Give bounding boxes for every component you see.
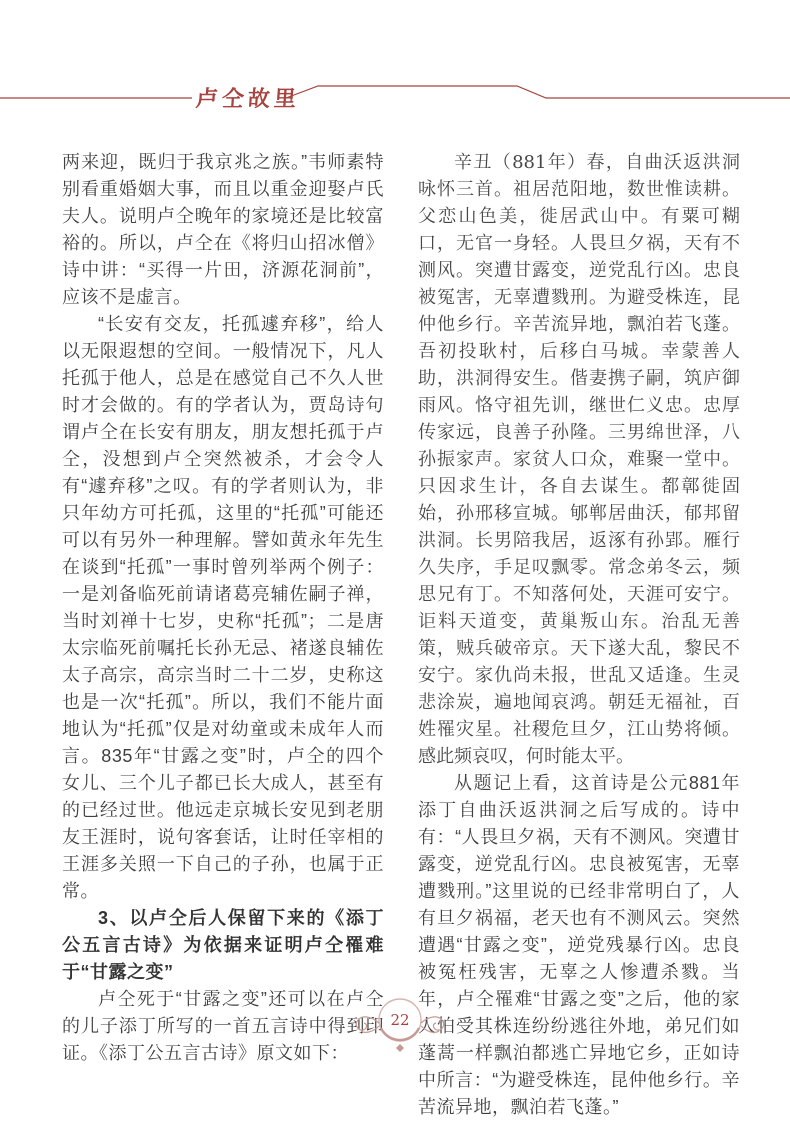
header-rule-line xyxy=(0,75,790,125)
paragraph: “长安有交友，托孤遽弃移”，给人以无限遐想的空间。一般情况下，凡人托孤于他人，总是在感觉自己不久人世时才会做的。有的学者认为，贾岛诗句谓卢仝在长安有朋友，朋友想托孤于卢仝，没想到卢仝突然被杀，才会令人有“遽弃移”之叹。有的学者则认为，非只年幼方可托孤，这里的“托孤”可能还可以有另外一种理解。譬如黄永年先生在谈到“托孤”一事时曾列举两个例子：一是刘备临死前请诸葛亮辅佐嗣子禅，当时刘禅十七岁，史称“托孤”；二是唐太宗临死前嘱托长孙无忌、褚遂良辅佐太子高宗，高宗当时二十二岁，史称这也是一次“托孤”。所以，我们不能片面地认为“托孤”仅是对幼童或未成年人而言。835年“甘露之变”时，卢仝的四个女儿、三个儿子都已长大成人，甚至有的已经过世。他远走京城长安见到老朋友王涯时，说句客套话，让时任宰相的王涯多关照一下自己的子孙，也属于正常。 xyxy=(62,314,384,901)
right-column xyxy=(418,149,740,1121)
right-flourish-icon xyxy=(421,1017,444,1033)
poem-text: 辛丑（881年）春，自曲沃返洪洞咏怀三首。祖居范阳地，数世惟读耕。父恋山色美，徙居武山中。有粟可糊口，无官一身轻。人畏旦夕祸，天有不测风。突遭甘露变，逆党乱行凶。忠良被冤害，无辜遭戮刑。为避受株连，昆仲他乡行。辛苦流异地，飘泊若飞蓬。吾初投耿村，后移白马城。幸蒙善人助，洪洞得安生。偕妻携子嗣，筑庐御雨风。恪守祖先训，继世仁义忠。忠厚传家远，良善子孙隆。三男绵世泽，八孙振家声。家贫人口众，难聚一堂中。只因求生计，各自去谋生。都鄣徙固始，孙邢移宣城。郇郸居曲沃，郁邦留洪洞。长男陪我居，返涿有孙郢。雁行久失序，手足叹飘零。常念弟冬云，频思兄有丁。不知落何处，天涯可安宁。讵料天道变，黄巢叛山东。治乱无善策，贼兵破帝京。天下遂大乱，黎民不安宁。家仇尚未报，世乱又适逢。生灵悲涂炭，遍地闻哀鸿。朝廷无福祉，百姓罹灾星。社稷危旦夕，江山势将倾。感此频哀叹，何时能太平。 xyxy=(418,152,740,767)
section-heading: 3、以卢仝后人保留下来的《添丁公五言古诗》为依据来证明卢仝罹难于“甘露之变” xyxy=(62,908,384,982)
text-columns xyxy=(62,149,740,1121)
page-number-ornament xyxy=(335,992,465,1056)
paragraph-continuation: 两来迎，既归于我京兆之族。”韦师素特别看重婚姻大事，而且以重金迎娶卢氏夫人。说明卢仝晚年的家境还是比较富裕的。所以，卢仝在《将归山招冰僧》诗中讲：“买得一片田，济源花洞前”，应该不是虚言。 xyxy=(62,152,384,307)
paragraph: 卢仝死于“甘露之变”还可以在卢仝的儿子添丁所写的一首五言诗中得到印证。《添丁公五言古诗》原文如下： xyxy=(62,989,384,1063)
page-number: 22 xyxy=(390,1011,410,1029)
page-title: 卢仝故里 xyxy=(194,86,301,112)
left-flourish-icon xyxy=(356,1017,379,1033)
diamond-icon xyxy=(396,1044,404,1052)
paragraph: 从题记上看，这首诗是公元881年添丁自曲沃返洪洞之后写成的。诗中有：“人畏旦夕祸，天有不测风。突遭甘露变，逆党乱行凶。忠良被冤害，无辜遭戮刑。”这里说的已经非常明白了，人有旦夕祸福，老天也有不测风云。突然遭遇“甘露之变”，逆党残暴行凶。忠良被冤枉残害，无辜之人惨遭杀戮。当年，卢仝罹难“甘露之变”之后，他的家人怕受其株连纷纷逃往外地，弟兄们如蓬蒿一样飘泊都逃亡异地它乡，正如诗中所言：“为避受株连，昆仲他乡行。辛苦流异地，飘泊若飞蓬。” xyxy=(418,773,740,1117)
left-column xyxy=(62,149,384,1121)
